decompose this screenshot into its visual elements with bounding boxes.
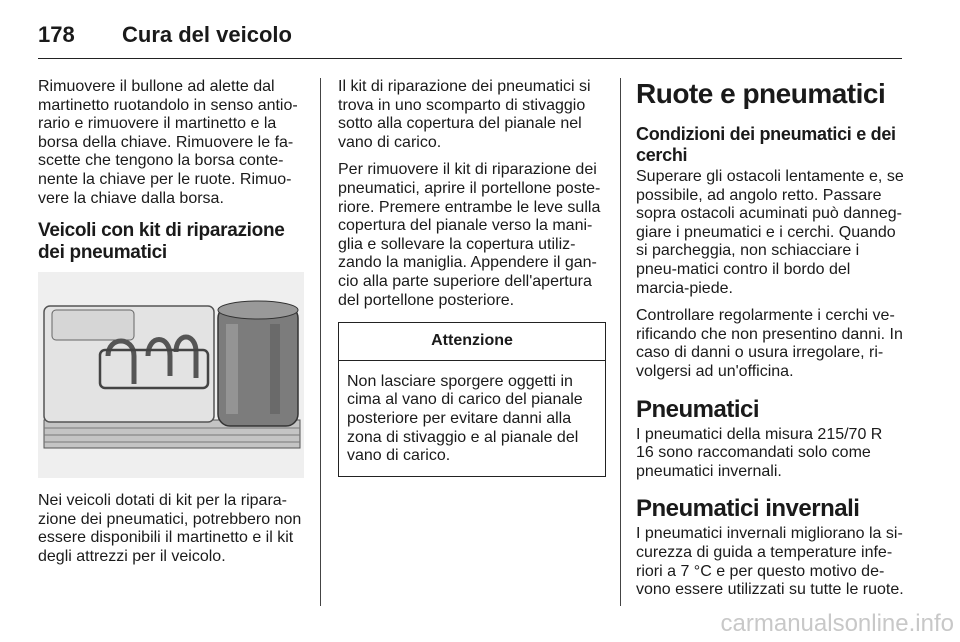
paragraph: Rimuovere il bullone ad alette dal martinetto ruotandolo in senso antio-rario e rimuovere il martinetto e la borsa della chiave. Rimuovere le fa-scette che tengono la borsa conte-nente la chiave per le ruote. Rimuo-vere la chiave dalla borsa. (38, 78, 298, 207)
warning-title: Attenzione (339, 323, 605, 361)
column-right (636, 78, 904, 609)
tire-repair-kit-image (38, 272, 304, 478)
page-number: 178 (38, 22, 75, 47)
section-heading: Veicoli con kit di riparazione dei pneumatici (38, 220, 285, 264)
paragraph: Il kit di riparazione dei pneumatici si trova in uno scomparto di stivaggio sotto alla copertura del pianale nel vano di carico. (338, 78, 591, 151)
paragraph: Superare gli ostacoli lentamente e, se possibile, ad angolo retto. Passare sopra ostacoli acuminati può danneg-giare i pneumatici e i cerchi. Quando si parcheggia, non schiacciare i pneu-matici contro il bordo del marcia-piede. (636, 168, 904, 297)
column-middle (338, 78, 606, 477)
section-heading: Condizioni dei pneumatici e dei cerchi (636, 124, 896, 165)
warning-body: Non lasciare sporgere oggetti in cima al vano di carico del pianale posteriore per evitare danni alla zona di stivaggio e al pianale del vano di carico. (347, 372, 583, 465)
tire-repair-kit-illustration (38, 272, 304, 478)
paragraph: Per rimuovere il kit di riparazione dei pneumatici, aprire il portellone poste-riore. Premere entrambe le leve sulla copertura del pianale verso la mani-glia e sollevare la copertura utiliz-zando la maniglia. Appendere il gan-cio alla parte superiore dell'apertura del portellone posteriore. (338, 161, 601, 309)
paragraph: I pneumatici della misura 215/70 R 16 sono raccomandati solo come pneumatici invernali. (636, 425, 883, 480)
column-divider (320, 78, 321, 606)
page-header (38, 18, 902, 59)
column-divider (620, 78, 621, 606)
section-heading: Pneumatici invernali (636, 495, 860, 523)
warning-box (338, 322, 606, 477)
watermark: carmanualsonline.info (720, 610, 954, 637)
column-left (38, 78, 306, 576)
page-title: Cura del veicolo (122, 22, 292, 47)
paragraph: Controllare regolarmente i cerchi ve-rificando che non presentino danni. In caso di danni o usura irregolare, ri-volgersi ad un'officina. (636, 307, 903, 380)
paragraph: Nei veicoli dotati di kit per la ripara-zione dei pneumatici, potrebbero non essere disponibili il martinetto e il kit degli attrezzi per il veicolo. (38, 492, 302, 565)
paragraph: I pneumatici invernali migliorano la si-curezza di guida a temperature infe-riori a 7 °C e per questo motivo de-vono essere utilizzati su tutte le ruote. (636, 525, 904, 599)
section-heading: Pneumatici (636, 395, 760, 423)
chapter-heading: Ruote e pneumatici (636, 78, 886, 109)
